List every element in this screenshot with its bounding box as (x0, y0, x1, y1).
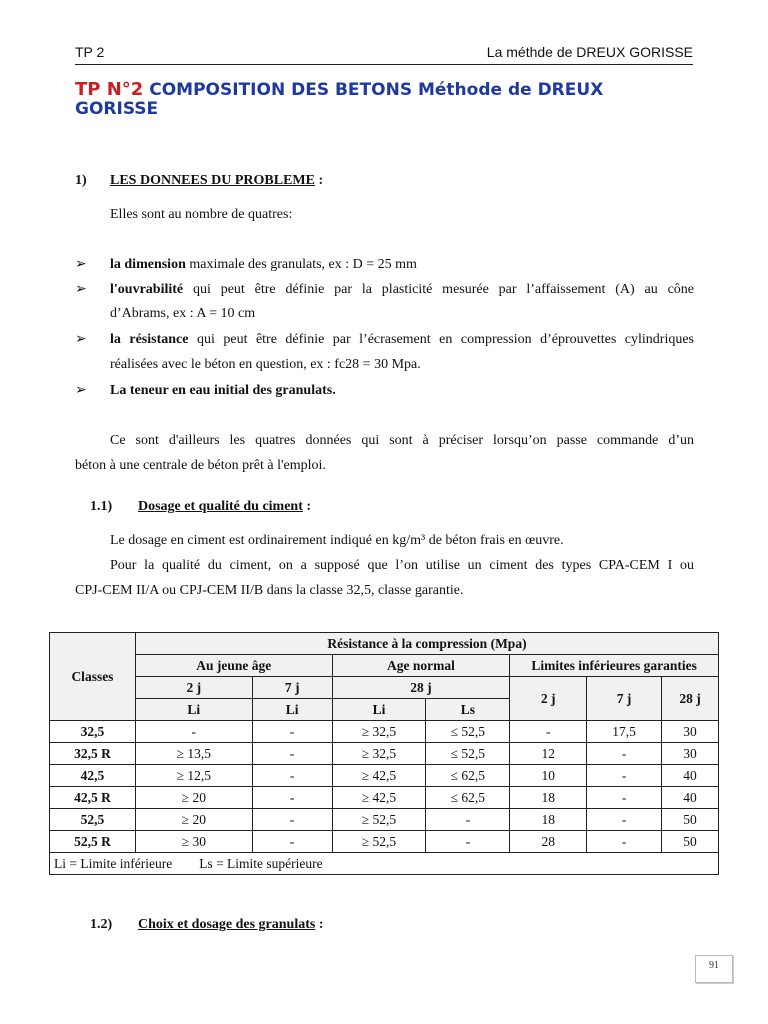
title-tp: TP N°2 (75, 79, 144, 100)
header-lim-2j: 2 j (510, 677, 587, 721)
table-row (50, 787, 719, 809)
table-header-row (50, 633, 719, 655)
value-cell: - (135, 721, 252, 743)
table-note: Li = Limite inférieure Ls = Limite supérieure (50, 853, 719, 875)
section1-number: 1) (75, 173, 87, 188)
header-age-normal: Age normal (332, 655, 510, 677)
value-cell: ≥ 20 (135, 787, 252, 809)
value-cell: 10 (510, 765, 587, 787)
section12-number: 1.2) (90, 917, 113, 932)
section11-p2-line1: Pour la qualité du ciment, on a supposé que l’on utilise un ciment des types CPA-CEM I ou (110, 558, 694, 573)
value-cell: 12 (510, 743, 587, 765)
bullet-arrow: ➢ (75, 332, 87, 347)
header-classes: Classes (50, 633, 136, 721)
value-cell: 50 (662, 831, 719, 853)
value-cell: ≤ 62,5 (426, 765, 510, 787)
value-cell: ≤ 52,5 (426, 721, 510, 743)
page-number: 91 (695, 955, 733, 983)
title-main: COMPOSITION DES BETONS Méthode de DREUX GORISSE (75, 80, 604, 119)
header-jeune-age: Au jeune âge (135, 655, 332, 677)
table-row (50, 809, 719, 831)
header-2j: 2 j (135, 677, 252, 699)
bullet-ouvrabilite-cont: d’Abrams, ex : A = 10 cm (110, 306, 256, 321)
section12-heading: Choix et dosage des granulats : (138, 917, 324, 932)
value-cell: - (252, 787, 332, 809)
value-cell: ≥ 13,5 (135, 743, 252, 765)
bullet-dimension: la dimension maximale des granulats, ex : D = 25 mm (110, 257, 417, 272)
value-cell: - (252, 743, 332, 765)
resistance-table (49, 632, 719, 875)
value-cell: - (510, 721, 587, 743)
header-28j: 28 j (332, 677, 510, 699)
table-row (50, 831, 719, 853)
bullet-teneur: La teneur en eau initial des granulats. (110, 383, 336, 398)
value-cell: ≥ 52,5 (332, 809, 426, 831)
value-cell: 40 (662, 765, 719, 787)
header-right: La méthde de DREUX GORISSE (486, 44, 693, 60)
value-cell: - (252, 765, 332, 787)
section11-number: 1.1) (90, 499, 113, 514)
class-cell: 52,5 R (50, 831, 136, 853)
header-ls: Ls (426, 699, 510, 721)
table-header-row (50, 655, 719, 677)
page-header (75, 44, 693, 65)
value-cell: 50 (662, 809, 719, 831)
section11-heading: Dosage et qualité du ciment : (138, 499, 312, 514)
value-cell: ≥ 52,5 (332, 831, 426, 853)
class-cell: 52,5 (50, 809, 136, 831)
section11-p1: Le dosage en ciment est ordinairement indiqué en kg/m³ de béton frais en œuvre. (110, 533, 564, 548)
section1-para-line1: Ce sont d'ailleurs les quatres données qui sont à préciser lorsqu’on passe commande d’un (110, 433, 694, 448)
value-cell: - (252, 809, 332, 831)
value-cell: 17,5 (587, 721, 662, 743)
header-li: Li (332, 699, 426, 721)
section1-intro: Elles sont au nombre de quatres: (110, 207, 293, 222)
value-cell: 18 (510, 809, 587, 831)
value-cell: ≤ 62,5 (426, 787, 510, 809)
value-cell: ≥ 32,5 (332, 743, 426, 765)
value-cell: ≥ 42,5 (332, 787, 426, 809)
class-cell: 42,5 (50, 765, 136, 787)
bullet-ouvrabilite: l'ouvrabilité qui peut être définie par la plasticité mesurée par l’affaissement (A) au cône (110, 282, 694, 297)
bullet-arrow: ➢ (75, 383, 87, 398)
value-cell: - (426, 809, 510, 831)
header-7j: 7 j (252, 677, 332, 699)
value-cell: - (252, 721, 332, 743)
value-cell: ≤ 52,5 (426, 743, 510, 765)
value-cell: - (587, 765, 662, 787)
table-row (50, 721, 719, 743)
value-cell: - (587, 831, 662, 853)
value-cell: ≥ 12,5 (135, 765, 252, 787)
header-lim-7j: 7 j (587, 677, 662, 721)
value-cell: - (252, 831, 332, 853)
table-row (50, 743, 719, 765)
header-resistance: Résistance à la compression (Mpa) (135, 633, 718, 655)
bullet-resistance: la résistance qui peut être définie par l’écrasement en compression d’éprouvettes cylindriques (110, 332, 695, 347)
section1-heading: LES DONNEES DU PROBLEME : (110, 173, 324, 188)
value-cell: 30 (662, 721, 719, 743)
value-cell: ≥ 30 (135, 831, 252, 853)
table-note-row (50, 853, 719, 875)
class-cell: 42,5 R (50, 787, 136, 809)
document-title (75, 80, 675, 119)
value-cell: - (587, 809, 662, 831)
value-cell: ≥ 42,5 (332, 765, 426, 787)
value-cell: 40 (662, 787, 719, 809)
table-header-row (50, 677, 719, 699)
bullet-resistance-cont: réalisées avec le béton en question, ex : fc28 = 30 Mpa. (110, 357, 421, 372)
section1-para-line2: béton à une centrale de béton prêt à l'emploi. (75, 458, 326, 473)
header-li: Li (135, 699, 252, 721)
value-cell: - (587, 743, 662, 765)
class-cell: 32,5 (50, 721, 136, 743)
section11-p2-line2: CPJ-CEM II/A ou CPJ-CEM II/B dans la classe 32,5, classe garantie. (75, 583, 464, 598)
value-cell: 30 (662, 743, 719, 765)
value-cell: 28 (510, 831, 587, 853)
value-cell: ≥ 32,5 (332, 721, 426, 743)
table-row (50, 765, 719, 787)
bullet-arrow: ➢ (75, 257, 87, 272)
class-cell: 32,5 R (50, 743, 136, 765)
header-li: Li (252, 699, 332, 721)
header-lim-28j: 28 j (662, 677, 719, 721)
value-cell: ≥ 20 (135, 809, 252, 831)
bullet-arrow: ➢ (75, 282, 87, 297)
value-cell: - (587, 787, 662, 809)
value-cell: - (426, 831, 510, 853)
header-limites: Limites inférieures garanties (510, 655, 719, 677)
value-cell: 18 (510, 787, 587, 809)
header-left: TP 2 (75, 44, 105, 60)
